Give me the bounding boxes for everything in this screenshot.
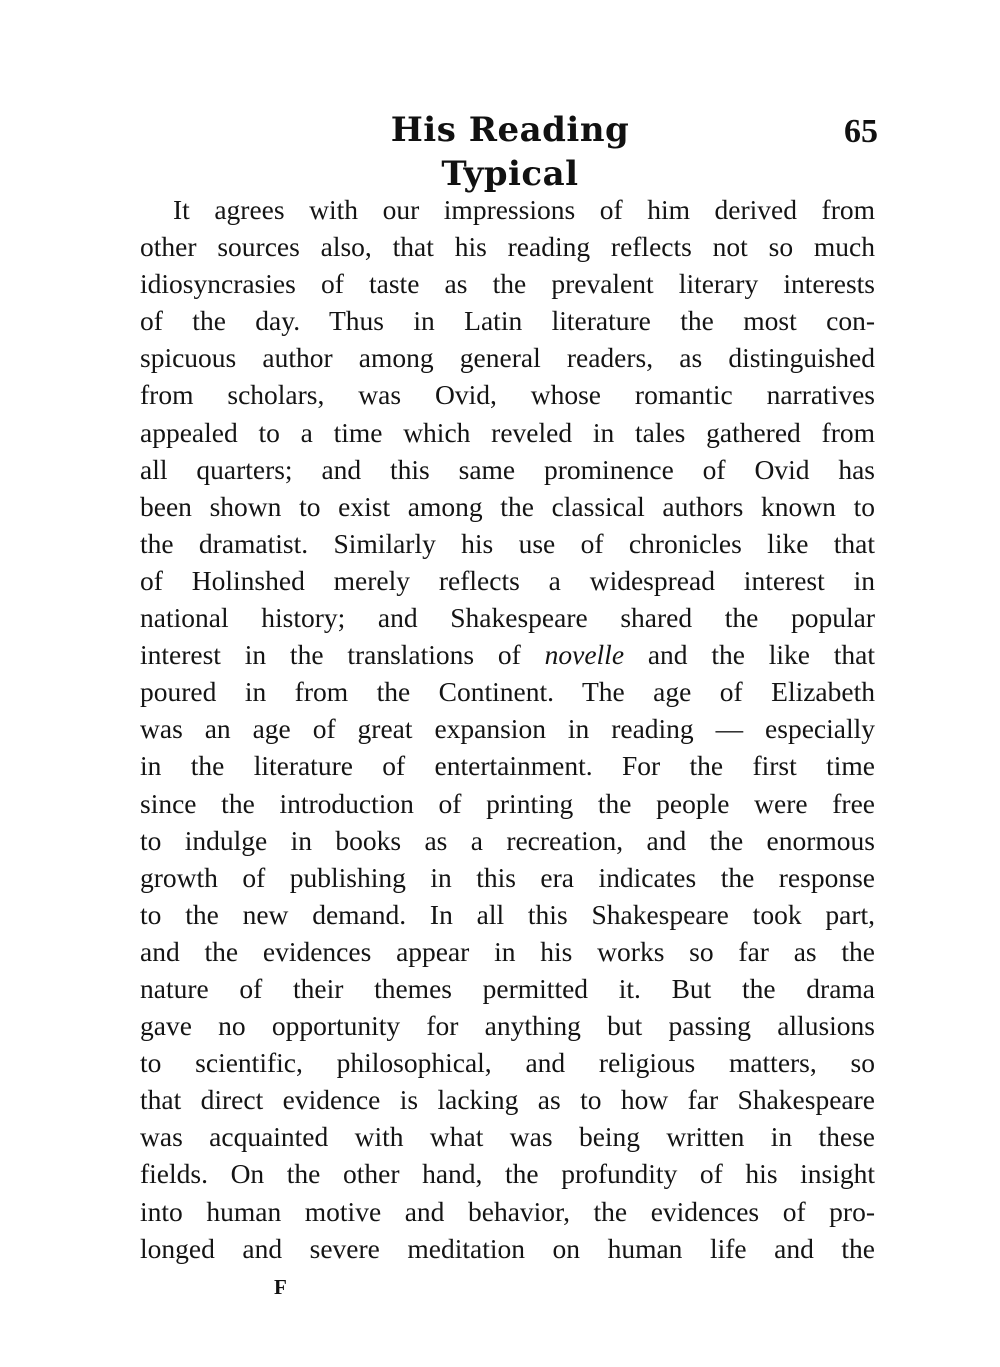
- text-line-segment: other sources also, that his reading reflects not so much: [140, 231, 875, 263]
- text-line-segment: was an age of great expansion in reading — especially: [140, 713, 875, 745]
- text-line-segment: was acquainted with what was being written in these: [140, 1121, 875, 1153]
- text-line: [140, 302, 875, 339]
- text-line-segment: growth of publishing in this era indicates the response: [140, 861, 875, 893]
- text-line: [140, 228, 875, 265]
- text-line-segment: all quarters; and this same prominence of Ovid has: [140, 453, 875, 485]
- text-line-segment: and the evidences appear in his works so far as the: [140, 935, 875, 967]
- text-line: [140, 747, 875, 784]
- page-number: 65: [844, 113, 878, 150]
- text-line-segment: national history; and Shakespeare shared the popular: [140, 602, 875, 634]
- text-line-segment: to the new demand. In all this Shakespeare took part,: [140, 898, 875, 930]
- text-line: [140, 1155, 875, 1192]
- text-line-segment: to scientific, philosophical, and religious matters, so: [140, 1047, 875, 1079]
- text-line-segment: idiosyncrasies of taste as the prevalent literary interests: [140, 268, 875, 300]
- text-line: [140, 822, 875, 859]
- text-line-segment: interest in the translations of: [140, 639, 545, 671]
- text-line: [140, 1118, 875, 1155]
- text-line-segment: gave no opportunity for anything but passing allusions: [140, 1010, 875, 1042]
- text-line-segment: spicuous author among general readers, as distinguished: [140, 342, 875, 374]
- running-title: His Reading Typical: [390, 110, 630, 194]
- text-line-segment: appealed to a time which reveled in tales gathered from: [140, 416, 875, 448]
- text-line: [140, 896, 875, 933]
- body-paragraph: [140, 191, 875, 1267]
- text-line: [140, 265, 875, 302]
- text-line: [140, 376, 875, 413]
- text-line-segment: and the like that: [624, 639, 876, 671]
- signature-mark: F: [274, 1275, 287, 1299]
- text-line: [140, 970, 875, 1007]
- text-line: [140, 859, 875, 896]
- text-line: [140, 785, 875, 822]
- text-line: [140, 191, 875, 228]
- text-line-segment: from scholars, was Ovid, whose romantic narratives: [140, 379, 875, 411]
- text-line: [140, 710, 875, 747]
- text-line-segment: of Holinshed merely reflects a widespread interest in: [140, 564, 875, 596]
- text-line-segment: been shown to exist among the classical authors known to: [140, 490, 875, 522]
- text-line-segment: into human motive and behavior, the evidences of pro-: [140, 1195, 875, 1227]
- text-line: [140, 339, 875, 376]
- text-line: [140, 1044, 875, 1081]
- text-line: [140, 1007, 875, 1044]
- text-line: [140, 488, 875, 525]
- text-line-segment: nature of their themes permitted it. But the drama: [140, 972, 875, 1004]
- text-line-segment: It agrees with our impressions of him derived from: [173, 194, 875, 225]
- text-line: [140, 673, 875, 710]
- text-line-segment: in the literature of entertainment. For the first time: [140, 750, 875, 782]
- text-line-segment: that direct evidence is lacking as to how far Shakespeare: [140, 1084, 875, 1116]
- italic-term: novelle: [544, 639, 625, 671]
- text-line-segment: fields. On the other hand, the profundity of his insight: [140, 1158, 875, 1190]
- text-line: [140, 414, 875, 451]
- running-head: [0, 100, 1000, 194]
- text-line: [140, 599, 875, 636]
- text-line: [140, 1193, 875, 1230]
- text-line: [140, 1081, 875, 1118]
- text-line-segment: of the day. Thus in Latin literature the most con-: [140, 305, 875, 337]
- text-line: [140, 933, 875, 970]
- text-line-segment: longed and severe meditation on human life and the: [140, 1232, 875, 1264]
- text-line: [140, 1230, 875, 1267]
- text-line: [140, 636, 875, 673]
- text-line: [140, 451, 875, 488]
- text-line-segment: to indulge in books as a recreation, and the enormous: [140, 824, 875, 856]
- text-line: [140, 525, 875, 562]
- text-line-segment: the dramatist. Similarly his use of chronicles like that: [140, 527, 875, 559]
- text-line: [140, 562, 875, 599]
- text-line-segment: poured in from the Continent. The age of Elizabeth: [140, 676, 875, 708]
- text-line-segment: since the introduction of printing the people were free: [140, 787, 875, 819]
